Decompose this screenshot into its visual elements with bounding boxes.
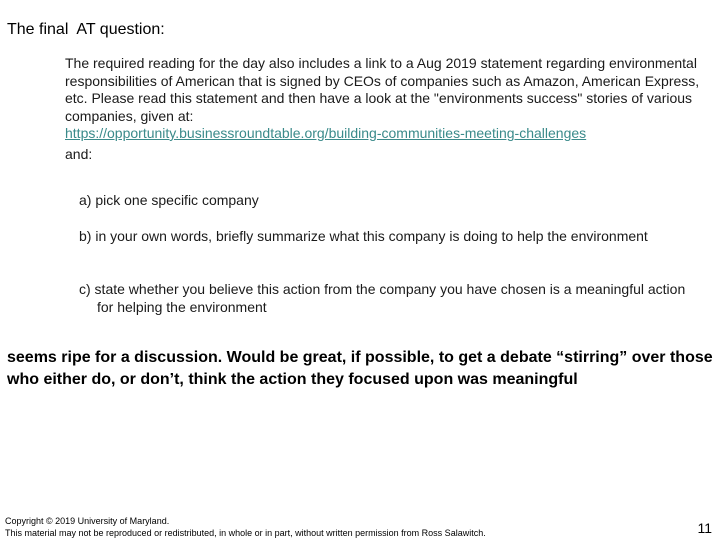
intro-paragraph (65, 55, 705, 163)
option-a: a) pick one specific company (79, 192, 259, 208)
copyright-line-1: Copyright © 2019 University of Maryland. (5, 516, 170, 526)
copyright-notice (5, 515, 486, 539)
page-number: 11 (697, 520, 712, 536)
copyright-line-2: This material may not be reproduced or redistributed, in whole or in part, without written permission from Ross Salawitch. (5, 528, 486, 538)
option-b: b) in your own words, briefly summarize what this company is doing to help the environment (79, 228, 648, 244)
option-c: c) state whether you believe this action from the company you have chosen is a meaningful action for helping the environment (79, 281, 686, 315)
intro-suffix: and: (65, 145, 93, 162)
slide-title: The final AT question: (7, 21, 165, 38)
statement-link[interactable]: https://opportunity.businessroundtable.org/building-communities-meeting-challenges (65, 125, 587, 141)
discussion-note: seems ripe for a discussion. Would be great, if possible, to get a debate “stirring” over those who either do, or don’t, think the action they focused upon was meaningful (7, 349, 713, 388)
intro-text: The required reading for the day also includes a link to a Aug 2019 statement regarding environmental responsibilities of American that is signed by CEOs of companies such as Amazon, American Express, etc. Please read this statement and then have a look at the "environments success" stories of various companies, given at: (65, 55, 700, 124)
